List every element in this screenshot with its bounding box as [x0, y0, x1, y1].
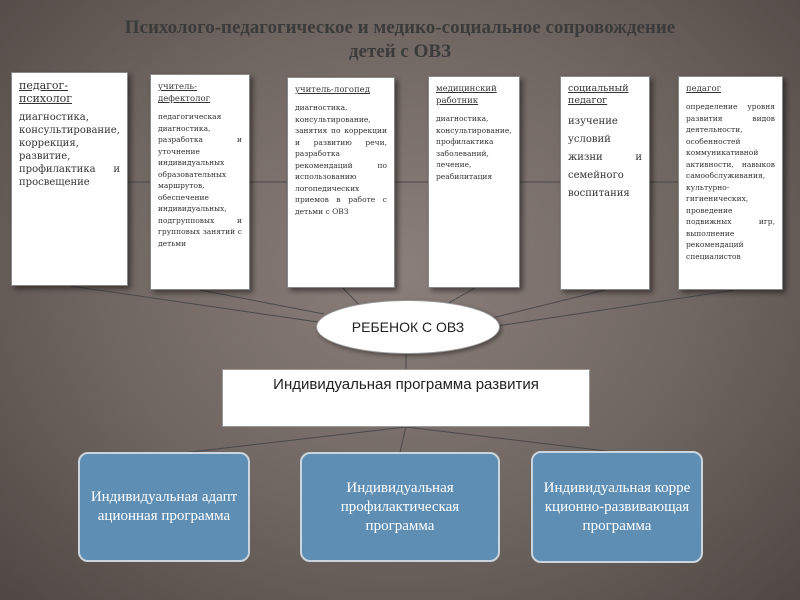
- connector-ipr-program1: [165, 427, 406, 455]
- program-prophylactic: [300, 452, 500, 562]
- title-line-2: детей с ОВЗ: [348, 41, 452, 62]
- card-body: диагностика, консультирование, занятия по коррекции и развитию речи, разработка рекомендаций по использованию логопедических приемов в работе с детьми с ОВЗ: [295, 103, 387, 216]
- connector-ipr-program3: [406, 427, 615, 452]
- program-label: Индивидуальная профилактическая программа: [340, 479, 460, 534]
- card-head: социальный педагог: [568, 83, 629, 106]
- program-label: Индивидуальная адаптационная программа: [90, 489, 238, 524]
- title-line-1: Психолого-педагогическое и медико-социальное сопровождение: [124, 17, 676, 38]
- card-body: определение уровня развития видов деятельности, особенностей коммуникативной активности, навыков самообслуживания, культурно-гигиенических, проведение подвижных игр, выполнение рекомендаций специалистов: [686, 102, 775, 261]
- center-label: РЕБЕНОК С ОВЗ: [351, 319, 465, 335]
- connector-card5-center: [492, 290, 605, 318]
- program-label: Индивидуальная коррекционно-развивающая программа: [543, 479, 691, 534]
- card-pedagog: [678, 76, 783, 290]
- individual-development-program-box: [222, 369, 590, 427]
- card-head: педагог: [686, 84, 722, 94]
- program-correctional: [531, 451, 703, 563]
- connector-card1-center: [70, 286, 318, 322]
- card-pedagog-psiholog: [11, 72, 128, 286]
- card-socialniy-pedagog: [560, 76, 650, 290]
- card-uchitel-defektolog: [150, 74, 250, 290]
- card-medicinskiy-rabotnik: [428, 76, 520, 288]
- center-oval: [316, 300, 500, 354]
- card-head: медицинский работник: [436, 84, 497, 106]
- card-body: изучение условий жизни и семейного воспитания: [568, 116, 642, 199]
- card-head: педагог-психолог: [19, 79, 73, 105]
- card-body: диагностика, консультирование, коррекция, развитие, профилактика и просвещение: [19, 112, 120, 188]
- card-head: учитель-логопед: [295, 85, 370, 95]
- card-body: педагогическая диагностика, разработка и уточнение индивидуальных образовательных маршрутов, обеспечение индивидуальных, подгрупповых и групповых занятий с детьми: [158, 112, 242, 248]
- card-uchitel-logoped: [287, 77, 395, 288]
- connector-card2-center: [200, 290, 324, 314]
- connector-ipr-program2: [400, 427, 406, 452]
- ipr-label: Индивидуальная программа развития: [273, 376, 539, 393]
- program-adaptation: [78, 452, 250, 562]
- card-body: диагностика, консультирование, профилактика заболеваний, лечение, реабилитация: [436, 114, 512, 181]
- card-head: учитель-дефектолог: [158, 82, 211, 104]
